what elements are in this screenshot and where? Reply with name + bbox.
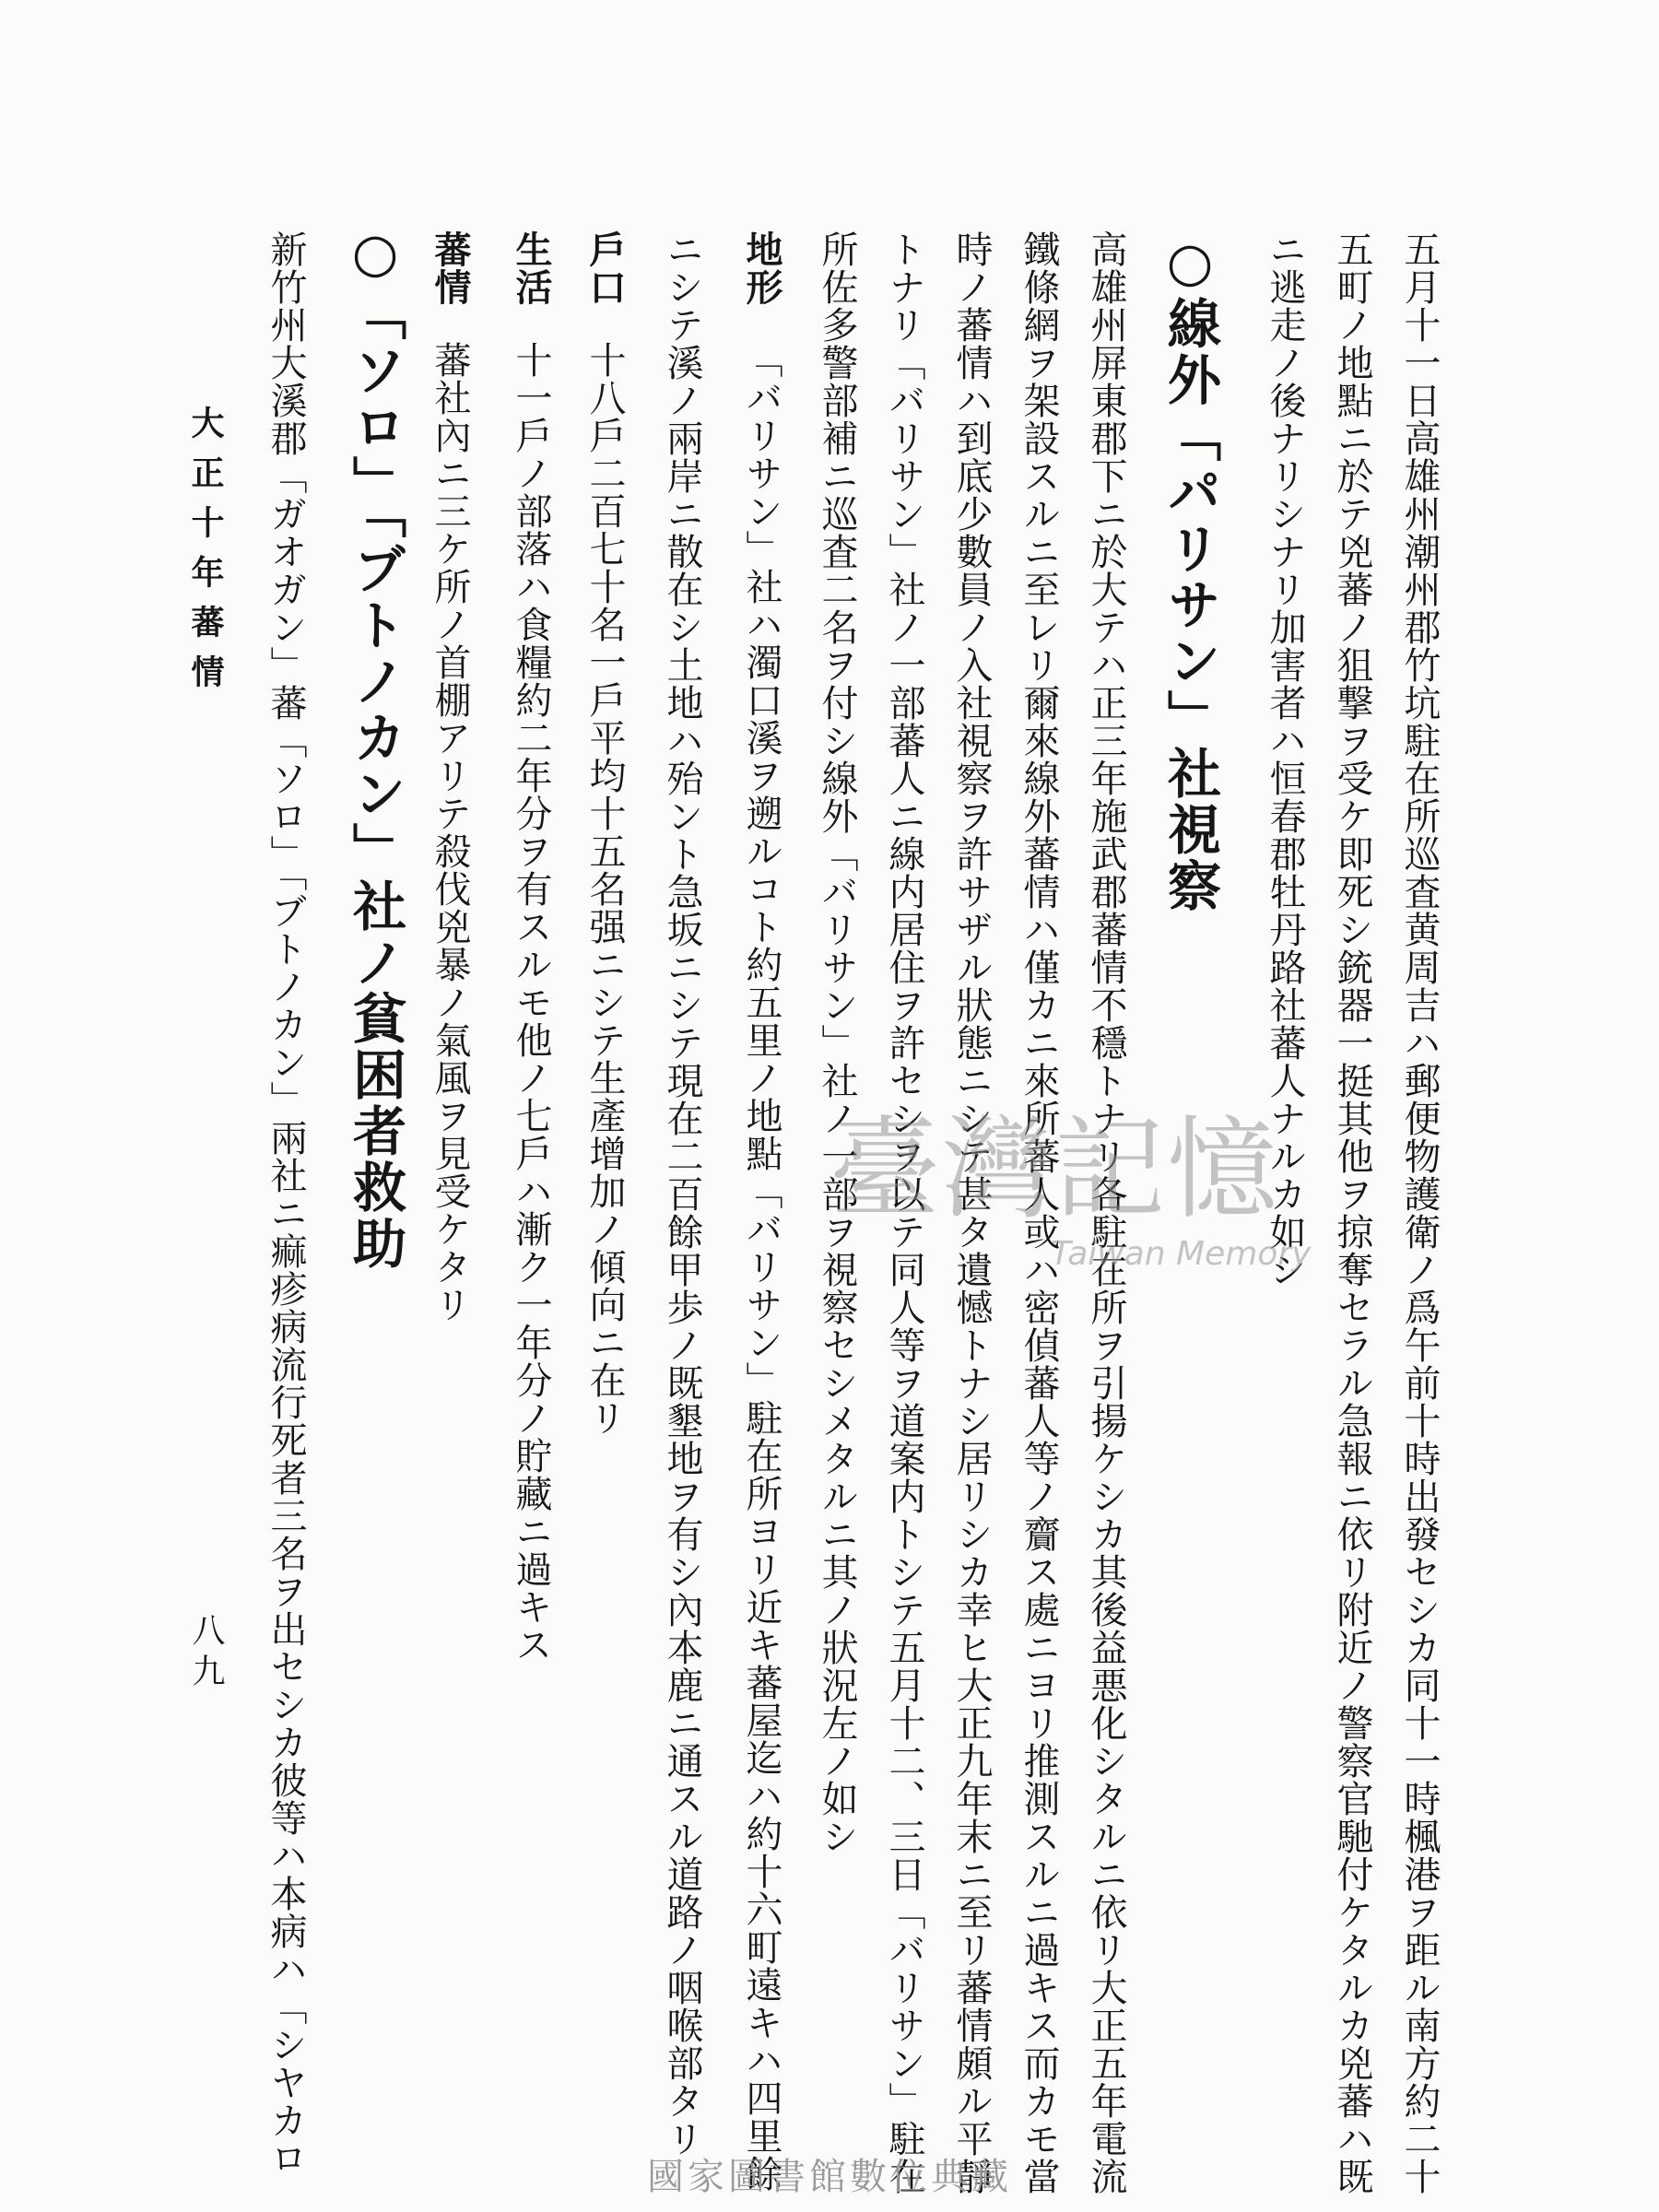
page-number: 八九 xyxy=(187,1613,225,1694)
text-column-14: 新竹州大溪郡「ガオガン」蕃「ソロ」「ブトノカン」兩社ニ痲疹病流行死者三名ヲ出セシカ彼等ハ本病ハ「シヤカロ xyxy=(265,230,307,2177)
taiwan-memory-watermark xyxy=(830,1106,1312,1300)
text-column-13: 蕃社內ニ三ケ所ノ首棚アリテ殺伐兇暴ノ氣風ヲ見受ケタリ xyxy=(429,341,471,1324)
section-heading-soro: ○「ソロ」「ブトノカン」社ノ貧困者救助 xyxy=(344,221,406,1272)
text-column-1: 五月十一日高雄州潮州郡竹坑駐在所巡査黄周吉ハ郵便物護衛ノ爲午前十時出發セシカ同十一時楓港ヲ距ル南方約二十 xyxy=(1398,230,1441,2195)
label-seikatsu: 生活 xyxy=(510,230,553,306)
label-chikei: 地形 xyxy=(740,230,783,306)
text-column-12: 十一戶ノ部落ハ食糧約二年分ヲ有スルモ他ノ七戶ハ漸ク一年分ノ貯藏ニ過キス xyxy=(510,341,552,1664)
text-column-11: 十八戶二百七十名一戶平均十五名强ニシテ生產增加ノ傾向ニ在リ xyxy=(583,341,626,1437)
text-column-5: 鐵條網ヲ架設スルニ至レリ爾來線外蕃情ハ僅カニ來所蕃人或ハ密偵蕃人等ノ齎ス處ニヨリ推測スルニ過キス而カモ當 xyxy=(1018,230,1060,2195)
text-column-7: トナリ「バリサン」社ノ一部蕃人ニ線内居住ヲ許セシヲ以テ同人等ヲ道案内トシテ五月十二、三日「バリサン」駐在 xyxy=(883,230,925,2195)
watermark-sub-text: Taiwan Memory xyxy=(1051,1235,1312,1273)
label-koko: 戶口 xyxy=(583,230,627,306)
text-column-6: 時ノ蕃情ハ到底少數員ノ入社視察ヲ許サザル狀態ニシテ甚タ遺憾トナシ居リシカ幸ヒ大正九年末ニ至リ蕃情頗ル平靜 xyxy=(950,230,993,2195)
section-heading-senkai: ○線外「パリサン」社視察 xyxy=(1159,230,1221,914)
text-column-3: ニ逃走ノ後ナリシナリ加害者ハ恒春郡牡丹路社蕃人ナルカ如シ xyxy=(1264,230,1306,1288)
text-column-9: 「バリサン」社ハ濁口溪ヲ遡ルコト約五里ノ地點「バリサン」駐在所ヨリ近キ蕃屋迄ハ約十六町遠キハ四里餘 xyxy=(740,341,782,2193)
text-column-10: ニシテ溪ノ兩岸ニ散在シ土地ハ殆ント急坂ニシテ現在二百餘甲歩ノ既墾地ヲ有シ內本鹿ニ通スル道路ノ咽喉部タリ xyxy=(661,230,703,2158)
text-column-4: 高雄州屏東郡下ニ於大テハ正三年施武郡蕃情不穩トナリ各駐在所ヲ引揚ケシカ其後益悪化シタルニ依リ大正五年電流 xyxy=(1085,230,1127,2195)
library-footer: 國家圖書館數位典藏 xyxy=(647,2156,1012,2198)
running-header-title: 大正十年蕃情 xyxy=(186,406,225,704)
label-banjo: 蕃情 xyxy=(429,230,472,306)
watermark-main-text: 臺灣記憶 xyxy=(830,1106,1279,1234)
text-column-2: 五町ノ地點ニ於テ兇蕃ノ狙撃ヲ受ケ即死シ銃器一挺其他ヲ掠奪セラル急報ニ依リ附近ノ警察官馳付ケタルカ兇蕃ハ既 xyxy=(1331,230,1373,2195)
text-column-8: 所佐多警部補ニ巡査二名ヲ付シ線外「バリサン」社ノ一部ヲ視察セシメタルニ其ノ狀況左ノ如シ xyxy=(816,230,858,1855)
